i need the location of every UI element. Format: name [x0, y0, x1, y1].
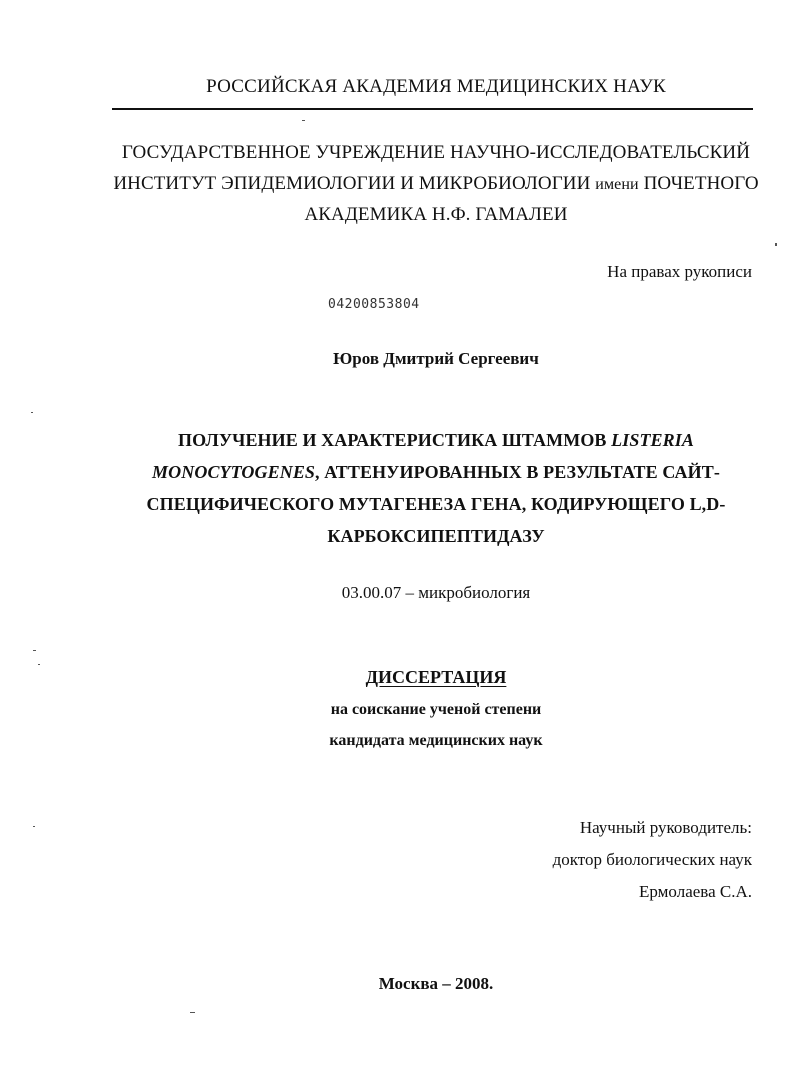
scan-speck [38, 664, 40, 665]
title-line-2 [40, 462, 792, 483]
title-line-2-italic: MONOCYTOGENES [152, 462, 316, 482]
scan-speck [190, 1012, 195, 1013]
degree-line-2: кандидата медицинских наук [329, 732, 543, 749]
institution-line-2-c: ПОЧЕТНОГО [643, 173, 759, 194]
scan-speck [33, 650, 36, 651]
scan-speck [33, 826, 35, 827]
institution-line-2 [40, 173, 792, 195]
library-stamp-number: 04200853804 [328, 297, 420, 312]
institution-line-3: АКАДЕМИКА Н.Ф. ГАМАЛЕИ [304, 204, 568, 225]
degree-line-1: на соискание ученой степени [330, 701, 542, 718]
title-line-1 [40, 430, 792, 451]
title-line-1-text: ПОЛУЧЕНИЕ И ХАРАКТЕРИСТИКА ШТАММОВ [178, 430, 612, 450]
supervisor-label: Научный руководитель: [579, 818, 752, 837]
specialty-code: 03.00.07 – микробиология [341, 583, 531, 602]
institution-line-2-a: ИНСТИТУТ ЭПИДЕМИОЛОГИИ И МИКРОБИОЛОГИИ [113, 173, 591, 194]
scan-speck [775, 243, 777, 246]
institution-line-2-b: имени [595, 176, 639, 193]
supervisor-name: Ермолаева С.А. [639, 882, 752, 901]
scan-speck [31, 412, 33, 413]
manuscript-rights: На правах рукописи [607, 262, 752, 281]
author-name: Юров Дмитрий Сергеевич [333, 349, 539, 368]
academy-name: РОССИЙСКАЯ АКАДЕМИЯ МЕДИЦИНСКИХ НАУК [206, 76, 666, 97]
place-and-year: Москва – 2008. [378, 974, 494, 993]
scan-speck [302, 120, 305, 121]
title-line-4: КАРБОКСИПЕПТИДАЗУ [327, 526, 545, 546]
title-line-3: СПЕЦИФИЧЕСКОГО МУТАГЕНЕЗА ГЕНА, КОДИРУЮЩЕГО L,D- [146, 494, 726, 514]
institution-line-1: ГОСУДАРСТВЕННОЕ УЧРЕЖДЕНИЕ НАУЧНО-ИССЛЕДОВАТЕЛЬСКИЙ [121, 142, 751, 163]
header-divider [112, 108, 753, 110]
title-line-1-italic: LISTERIA [611, 430, 694, 450]
supervisor-degree: доктор биологических наук [552, 850, 752, 869]
dissertation-heading: ДИССЕРТАЦИЯ [365, 667, 507, 687]
title-line-2-text: , АТТЕНУИРОВАННЫХ В РЕЗУЛЬТАТЕ САЙТ- [315, 462, 720, 482]
